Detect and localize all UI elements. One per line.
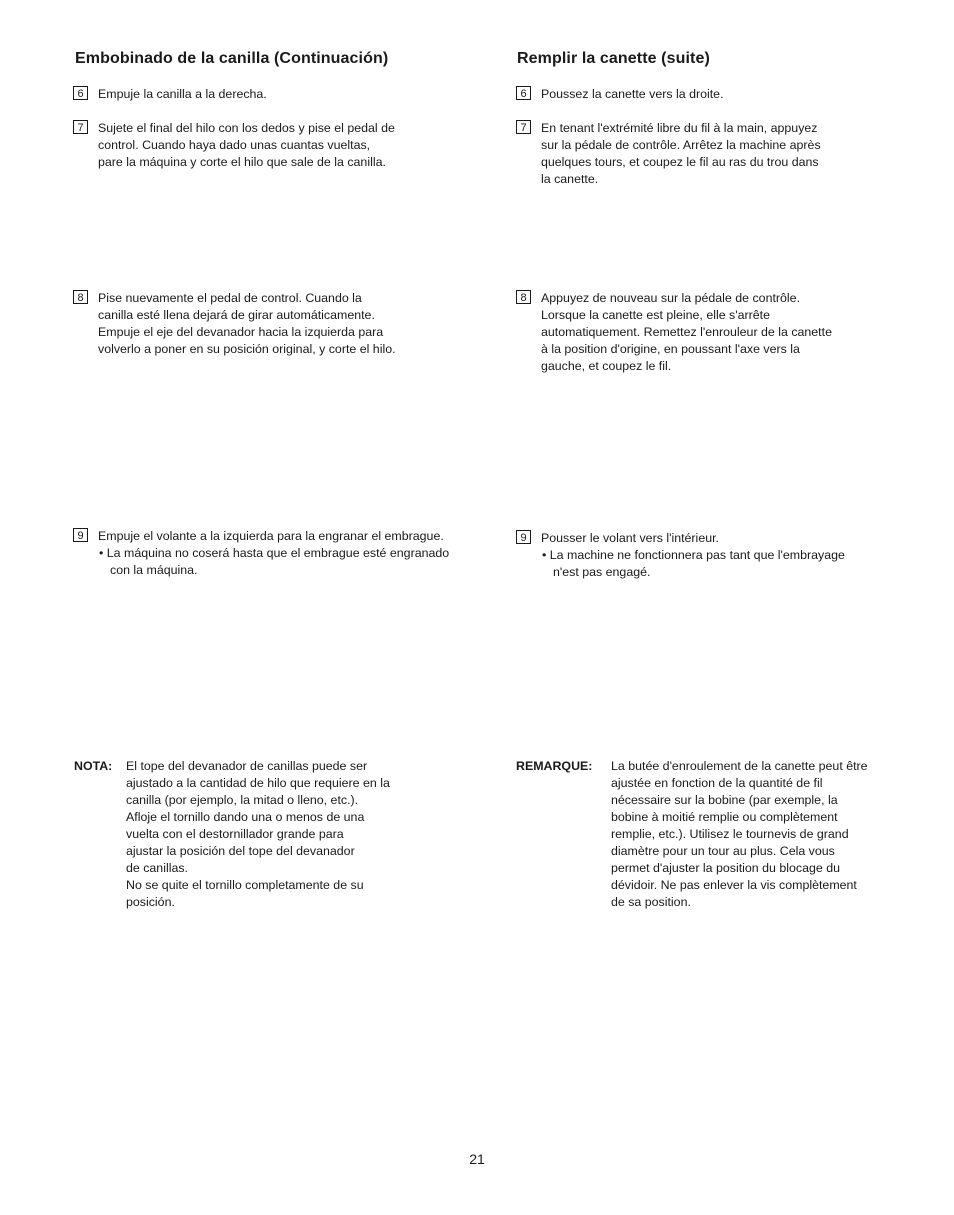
step-text-line: automatiquement. Remettez l'enrouleur de la canette <box>541 325 832 339</box>
step-text-line: canilla esté llena dejará de girar automáticamente. <box>98 308 375 322</box>
right-section-title: Remplir la canette (suite) <box>517 50 710 67</box>
step-text-line: volverlo a poner en su posición original, y corte el hilo. <box>98 342 396 356</box>
step-number-box: 7 <box>73 120 88 134</box>
right-step-6 <box>516 86 724 103</box>
step-text-line: En tenant l'extrémité libre du fil à la main, appuyez <box>541 121 818 135</box>
note-line: diamètre pour un tour au plus. Cela vous <box>611 844 835 858</box>
step-text-line: Poussez la canette vers la droite. <box>541 87 724 101</box>
step-number-box: 7 <box>516 120 531 134</box>
note-line: de sa position. <box>611 895 691 909</box>
step-number-box: 8 <box>516 290 531 304</box>
note-line: No se quite el tornillo completamente de su <box>126 878 364 892</box>
step-text-line: pare la máquina y corte el hilo que sale de la canilla. <box>98 155 386 169</box>
step-text-line: sur la pédale de contrôle. Arrêtez la machine après <box>541 138 821 152</box>
step-text-line: n'est pas engagé. <box>553 565 651 579</box>
note-label: REMARQUE: <box>516 759 593 773</box>
step-text-line: Empuje el eje del devanador hacia la izquierda para <box>98 325 384 339</box>
left-section-title: Embobinado de la canilla (Continuación) <box>75 50 389 67</box>
right-step-7 <box>516 120 821 188</box>
step-text-line: gauche, et coupez le fil. <box>541 359 672 373</box>
step-text-line: Empuje la canilla a la derecha. <box>98 87 267 101</box>
step-number-box: 6 <box>516 86 531 100</box>
step-text-line: Lorsque la canette est pleine, elle s'arrête <box>541 308 770 322</box>
note-line: ajustar la posición del tope del devanador <box>126 844 355 858</box>
step-number-box: 6 <box>73 86 88 100</box>
left-step-6 <box>73 86 267 103</box>
note-line: nécessaire sur la bobine (par exemple, la <box>611 793 838 807</box>
step-text-line: la canette. <box>541 172 599 186</box>
note-line: La butée d'enroulement de la canette peut être <box>611 759 868 773</box>
note-line: ajustado a la cantidad de hilo que requiere en la <box>126 776 390 790</box>
step-text-line: Sujete el final del hilo con los dedos y pise el pedal de <box>98 121 395 135</box>
note-line: de canillas. <box>126 861 188 875</box>
right-note <box>516 758 868 911</box>
note-label: NOTA: <box>74 759 113 773</box>
note-line: El tope del devanador de canillas puede ser <box>126 759 368 773</box>
note-line: posición. <box>126 895 175 909</box>
left-note <box>74 758 390 911</box>
note-line: remplie, etc.). Utilisez le tournevis de grand <box>611 827 849 841</box>
left-step-7 <box>73 120 395 171</box>
step-number-box: 9 <box>516 530 531 544</box>
note-line: vuelta con el destornillador grande para <box>126 827 344 841</box>
step-number-box: 9 <box>73 528 88 542</box>
left-step-8 <box>73 290 396 358</box>
note-line: Afloje el tornillo dando una o menos de una <box>126 810 365 824</box>
right-step-8 <box>516 290 832 375</box>
step-text-line: quelques tours, et coupez le fil au ras du trou dans <box>541 155 819 169</box>
page-number: 21 <box>469 1151 485 1167</box>
note-line: dévidoir. Ne pas enlever la vis complètement <box>611 878 857 892</box>
step-text-line: à la position d'origine, en poussant l'axe vers la <box>541 342 800 356</box>
step-text-line: Pise nuevamente el pedal de control. Cuando la <box>98 291 362 305</box>
step-text-line: Pousser le volant vers l'intérieur. <box>541 531 719 545</box>
step-text-line: Appuyez de nouveau sur la pédale de contrôle. <box>541 291 801 305</box>
note-line: canilla (por ejemplo, la mitad o lleno, etc.). <box>126 793 359 807</box>
step-bullet-line: • La machine ne fonctionnera pas tant que l'embrayage <box>542 548 845 562</box>
note-line: ajustée en fonction de la quantité de fil <box>611 776 823 790</box>
left-step-9 <box>73 528 449 579</box>
note-line: permet d'ajuster la position du blocage du <box>611 861 840 875</box>
step-text-line: Empuje el volante a la izquierda para la engranar el embrague. <box>98 529 444 543</box>
step-number-box: 8 <box>73 290 88 304</box>
step-text-line: con la máquina. <box>110 563 198 577</box>
step-text-line: control. Cuando haya dado unas cuantas vueltas, <box>98 138 371 152</box>
right-step-9 <box>516 530 845 581</box>
step-bullet-line: • La máquina no coserá hasta que el embrague esté engranado <box>99 546 450 560</box>
note-line: bobine à moitié remplie ou complètement <box>611 810 838 824</box>
